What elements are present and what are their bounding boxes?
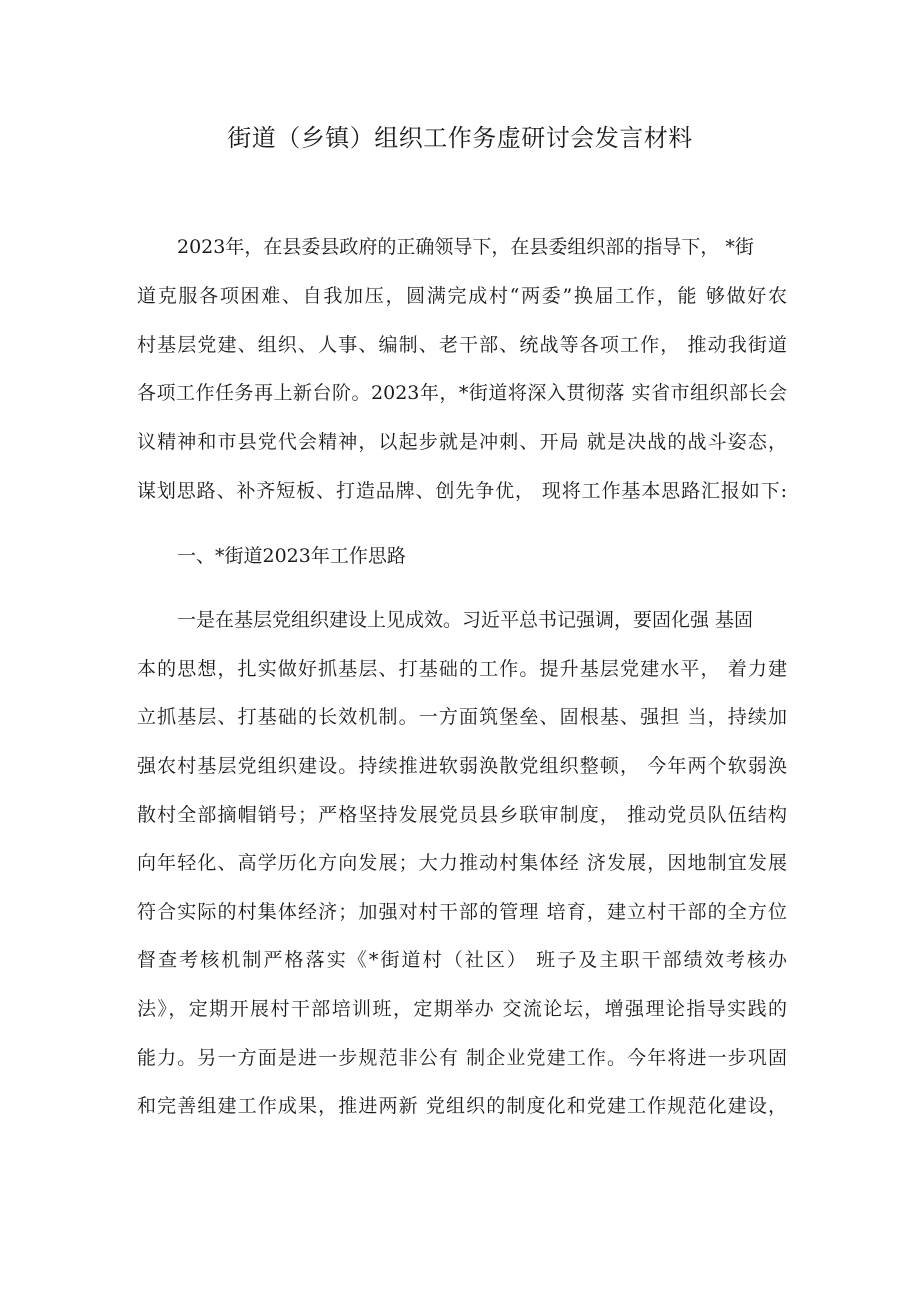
paragraph-2-line: 一是在基层党组织建设上见成效。习近平总书记强调，要固化强 基固 xyxy=(177,609,754,631)
paragraph-2-line: 和完善组建工作成果，推进两新 党组织的制度化和党建工作规范化建设， xyxy=(137,1095,787,1117)
document-title: 街道（乡镇）组织工作务虚研讨会发言材料 xyxy=(227,124,693,152)
paragraph-2-line: 本的思想，扎实做好抓基层、打基础的工作。提升基层党建水平， 着力建 xyxy=(137,658,787,680)
paragraph-2-line: 符合实际的村集体经济；加强对村干部的管理 培育，建立村干部的全方位 xyxy=(137,901,787,923)
paragraph-1-line: 村基层党建、组织、人事、编制、老干部、统战等各项工作， 推动我街道 xyxy=(137,334,787,356)
paragraph-1-line: 议精神和市县党代会精神，以起步就是冲刺、开局 就是决战的战斗姿态， xyxy=(137,431,787,453)
paragraph-1-line: 各项工作任务再上新台阶。2023年，*街道将深入贯彻落 实省市组织部长会 xyxy=(137,382,787,404)
paragraph-2-line: 能力。另一方面是进一步规范非公有 制企业党建工作。今年将进一步巩固 xyxy=(137,1047,787,1069)
paragraph-2-line: 立抓基层、打基础的长效机制。一方面筑堡垒、固根基、强担 当，持续加 xyxy=(137,706,787,728)
paragraph-2-line: 法》，定期开展村干部培训班，定期举办 交流论坛，增强理论指导实践的 xyxy=(137,998,787,1020)
paragraph-1-line: 谋划思路、补齐短板、打造品牌、创先争优， 现将工作基本思路汇报如下: xyxy=(137,480,787,502)
paragraph-1-line: 2023年，在县委县政府的正确领导下，在县委组织部的指导下， *街 xyxy=(177,236,754,258)
paragraph-2-line: 强农村基层党组织建设。持续推进软弱涣散党组织整顿， 今年两个软弱涣 xyxy=(137,755,787,777)
paragraph-1-line: 道克服各项困难、自我加压，圆满完成村“两委”换届工作，能 够做好农 xyxy=(137,285,787,307)
section-heading: 一、*街道2023年工作思路 xyxy=(177,545,406,567)
paragraph-2-line: 向年轻化、高学历化方向发展；大力推动村集体经 济发展，因地制宜发展 xyxy=(137,852,787,874)
paragraph-2-line: 督查考核机制严格落实《*街道村（社区） 班子及主职干部绩效考核办 xyxy=(137,949,787,971)
paragraph-2-line: 散村全部摘帽销号；严格坚持发展党员县乡联审制度， 推动党员队伍结构 xyxy=(137,804,787,826)
